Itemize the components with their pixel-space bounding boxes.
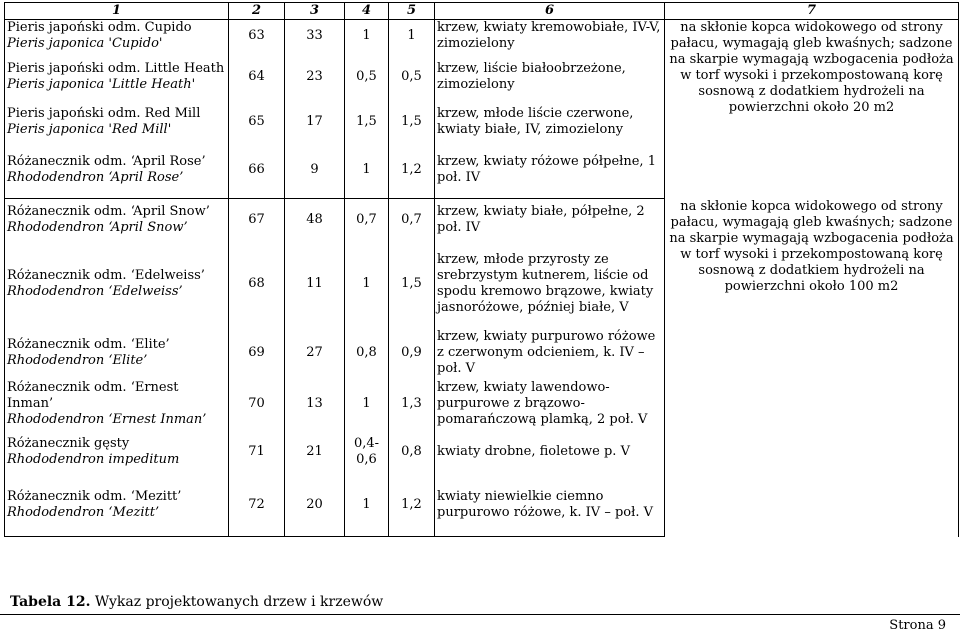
value-5: 1,3 xyxy=(389,379,435,429)
value-5: 1,5 xyxy=(389,101,435,143)
table-row xyxy=(5,20,959,53)
latin-name: Rhododendron ‘Elite’ xyxy=(7,352,148,368)
latin-name: Rhododendron impeditum xyxy=(7,451,180,467)
latin-name: Rhododendron ‘April Snow’ xyxy=(7,219,188,235)
value-4: 1 xyxy=(345,475,389,537)
quantity: 17 xyxy=(285,101,345,143)
description: krzew, liście białoobrzeżone, zimozielony xyxy=(435,53,665,101)
value-5: 1 xyxy=(389,20,435,53)
species-cell xyxy=(5,327,229,379)
polish-name: Różanecznik gęsty xyxy=(7,435,130,451)
quantity: 13 xyxy=(285,379,345,429)
table-row xyxy=(5,199,959,241)
quantity: 23 xyxy=(285,53,345,101)
description: krzew, kwiaty różowe półpełne, 1 poł. IV xyxy=(435,143,665,199)
value-5: 1,2 xyxy=(389,143,435,199)
polish-name: Różanecznik odm. ‘April Rose’ xyxy=(7,154,206,170)
species-cell xyxy=(5,475,229,537)
value-5: 0,7 xyxy=(389,199,435,241)
quantity: 9 xyxy=(285,143,345,199)
species-cell xyxy=(5,20,229,53)
latin-name: Rhododendron ‘Mezitt’ xyxy=(7,505,160,521)
plant-number: 69 xyxy=(229,327,285,379)
species-cell xyxy=(5,101,229,143)
polish-name: Pieris japoński odm. Cupido xyxy=(7,20,192,36)
description: krzew, kwiaty lawendowo-purpurowe z brązowo-pomarańczową plamką, 2 poł. V xyxy=(435,379,665,429)
col-header-3: 3 xyxy=(285,3,345,20)
latin-name: Rhododendron ‘Edelweiss’ xyxy=(7,283,183,299)
col-header-7: 7 xyxy=(665,3,959,20)
value-4: 1 xyxy=(345,379,389,429)
description: krzew, kwiaty białe, półpełne, 2 poł. IV xyxy=(435,199,665,241)
quantity: 33 xyxy=(285,20,345,53)
polish-name: Różanecznik odm. ‘Edelweiss’ xyxy=(7,267,205,283)
plant-number: 71 xyxy=(229,429,285,475)
col-header-4: 4 xyxy=(345,3,389,20)
value-5: 0,8 xyxy=(389,429,435,475)
caption-text: Wykaz projektowanych drzew i krzewów xyxy=(90,594,384,610)
latin-name: Pieris japonica 'Red Mill' xyxy=(7,121,172,137)
planting-note: na skłonie kopca widokowego od strony pałacu, wymagają gleb kwaśnych; sadzone na skarpie wymagają wzbogacenia podłoża w torf wysoki i przekompostowaną korę sosnową z dodatkiem hydrożeli na powierzchni około 20 m2 xyxy=(665,20,959,199)
quantity: 21 xyxy=(285,429,345,475)
species-cell xyxy=(5,241,229,327)
value-4: 1 xyxy=(345,143,389,199)
table-caption xyxy=(10,594,383,610)
description: kwiaty drobne, fioletowe p. V xyxy=(435,429,665,475)
polish-name: Różanecznik odm. ‘Elite’ xyxy=(7,336,170,352)
description: krzew, kwiaty kremowobiałe, IV-V, zimozielony xyxy=(435,20,665,53)
col-header-5: 5 xyxy=(389,3,435,20)
value-5: 1,2 xyxy=(389,475,435,537)
footer-divider xyxy=(0,614,960,615)
col-header-2: 2 xyxy=(229,3,285,20)
plant-number: 70 xyxy=(229,379,285,429)
value-4: 0,7 xyxy=(345,199,389,241)
plant-number: 68 xyxy=(229,241,285,327)
polish-name: Różanecznik odm. ‘Mezitt’ xyxy=(7,489,182,505)
description: krzew, młode przyrosty ze srebrzystym kutnerem, liście od spodu kremowo brązowe, kwiaty jasnoróżowe, później białe, V xyxy=(435,241,665,327)
latin-name: Pieris japonica 'Cupido' xyxy=(7,36,163,52)
page-number: Strona 9 xyxy=(889,618,946,633)
plant-number: 66 xyxy=(229,143,285,199)
plant-number: 72 xyxy=(229,475,285,537)
quantity: 20 xyxy=(285,475,345,537)
value-5: 1,5 xyxy=(389,241,435,327)
polish-name: Różanecznik odm. ‘Ernest Inman’ xyxy=(7,379,179,411)
latin-name: Rhododendron ‘Ernest Inman’ xyxy=(7,411,207,427)
plant-number: 63 xyxy=(229,20,285,53)
caption-label: Tabela 12. xyxy=(10,594,91,610)
description: krzew, młode liście czerwone, kwiaty białe, IV, zimozielony xyxy=(435,101,665,143)
quantity: 27 xyxy=(285,327,345,379)
polish-name: Pieris japoński odm. Little Heath xyxy=(7,60,225,76)
species-cell xyxy=(5,199,229,241)
plant-number: 65 xyxy=(229,101,285,143)
species-cell xyxy=(5,143,229,199)
value-4: 1 xyxy=(345,20,389,53)
value-4: 0,4-0,6 xyxy=(345,429,389,475)
latin-name: Pieris japonica 'Little Heath' xyxy=(7,76,196,92)
quantity: 11 xyxy=(285,241,345,327)
value-4: 1,5 xyxy=(345,101,389,143)
value-4: 0,5 xyxy=(345,53,389,101)
col-header-1: 1 xyxy=(5,3,229,20)
value-5: 0,9 xyxy=(389,327,435,379)
plant-number: 67 xyxy=(229,199,285,241)
value-4: 0,8 xyxy=(345,327,389,379)
polish-name: Pieris japoński odm. Red Mill xyxy=(7,105,201,121)
plant-number: 64 xyxy=(229,53,285,101)
description: kwiaty niewielkie ciemno purpurowo różowe, k. IV – poł. V xyxy=(435,475,665,537)
species-cell xyxy=(5,429,229,475)
polish-name: Różanecznik odm. ‘April Snow’ xyxy=(7,203,210,219)
col-header-6: 6 xyxy=(435,3,665,20)
header-row xyxy=(5,3,959,20)
quantity: 48 xyxy=(285,199,345,241)
value-4: 1 xyxy=(345,241,389,327)
latin-name: Rhododendron ‘April Rose’ xyxy=(7,170,184,186)
description: krzew, kwiaty purpurowo różowe z czerwonym odcieniem, k. IV – poł. V xyxy=(435,327,665,379)
species-cell xyxy=(5,53,229,101)
species-cell xyxy=(5,379,229,429)
plant-table xyxy=(4,2,959,537)
planting-note: na skłonie kopca widokowego od strony pałacu, wymagają gleb kwaśnych; sadzone na skarpie wymagają wzbogacenia podłoża w torf wysoki i przekompostowaną korę sosnową z dodatkiem hydrożeli na powierzchni około 100 m2 xyxy=(665,199,959,537)
value-5: 0,5 xyxy=(389,53,435,101)
